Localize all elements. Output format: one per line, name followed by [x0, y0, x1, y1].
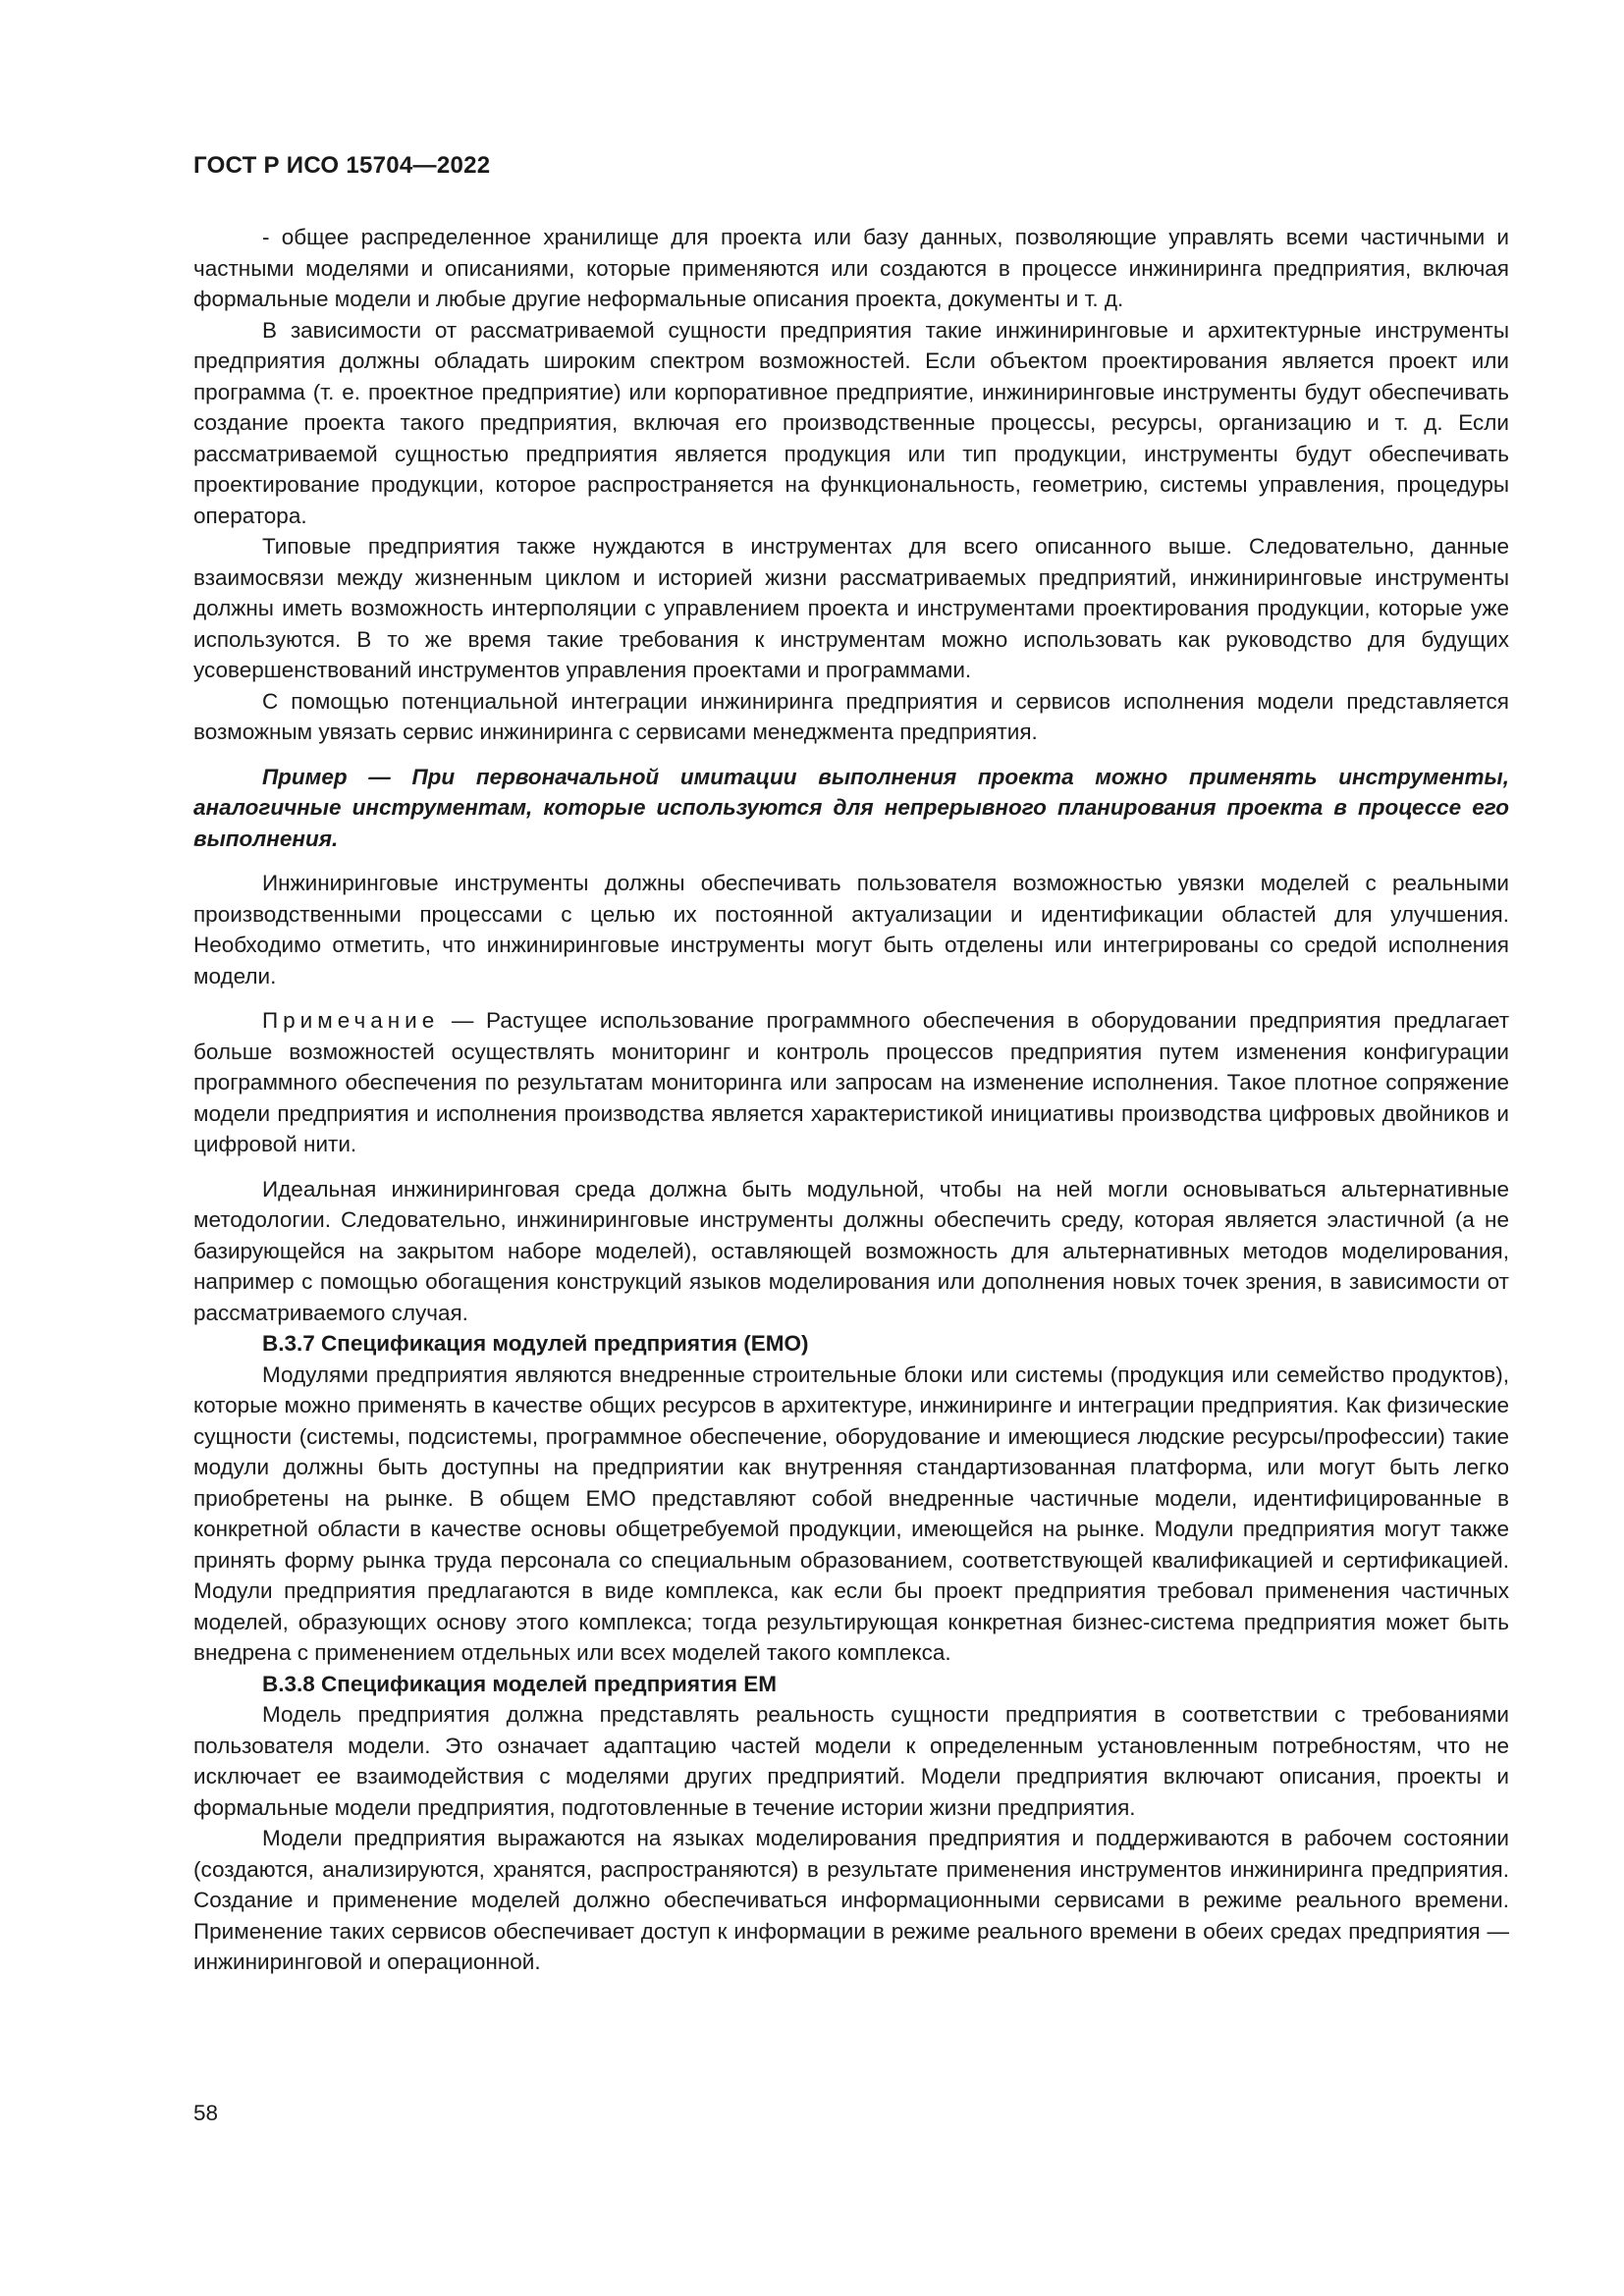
note-paragraph — [193, 1005, 1509, 1160]
note-label: Примечание — [262, 1008, 440, 1033]
example-paragraph: Пример — При первоначальной имитации выполнения проекта можно применять инструменты, аналогичные инструментам, которые используются для непрерывного планирования проекта в процессе его выполнения. — [193, 764, 1509, 851]
paragraph-typical-enterprises: Типовые предприятия также нуждаются в инструментах для всего описанного выше. Следовательно, данные взаимосвязи между жизненным циклом и историей жизни рассматриваемых предприятий, инжиниринговые инструменты должны иметь возможность интерполяции с управлением проекта и инструментами проектирования продукции, которые уже используются. В то же время такие требования к инструментам можно использовать как руководство для будущих усовершенствований инструментов управления проектами и программами. — [193, 534, 1509, 682]
paragraph-enterprise-modules: Модулями предприятия являются внедренные строительные блоки или системы (продукция или семейство продуктов), которые можно применять в качестве общих ресурсов в архитектуре, инжиниринге и интеграции предприятия. Как физические сущности (системы, подсистемы, программное обеспечение, оборудование и имеющиеся людские ресурсы/профессии) такие модули должны быть доступны на предприятии как внутренняя стандартизованная платформа, или могут быть легко приобретены на рынке. В общем ЕМО представляют собой внедренные частичные модели, идентифицированные в конкретной области в качестве основы общетребуемой продукции, имеющейся на рынке. Модули предприятия могут также принять форму рынка труда персонала со специальным образованием, соответствующей квалификацией и сертификацией. Модули предприятия предлагаются в виде комплекса, как если бы проект предприятия требовал применения частичных моделей, образующих основу этого комплекса; тогда результирующая конкретная бизнес-система предприятия может быть внедрена с применением отдельных или всех моделей такого комплекса. — [193, 1362, 1509, 1665]
paragraph-integration: С помощью потенциальной интеграции инжиниринга предприятия и сервисов исполнения модели представляется возможным увязать сервис инжиниринга с сервисами менеджмента предприятия. — [193, 688, 1509, 744]
section-heading-b38: В.3.8 Спецификация моделей предприятия ЕМ — [262, 1671, 777, 1696]
page-number: 58 — [193, 2101, 219, 2125]
paragraph-storage: - общее распределенное хранилище для проекта или базу данных, позволяющие управлять всеми частичными и частными моделями и описаниями, которые применяются или создаются в процессе инжиниринга предприятия, включая формальные модели и любые другие неформальные описания проекта, документы и т. д. — [193, 225, 1509, 311]
page-header: ГОСТ Р ИСО 15704—2022 — [193, 152, 491, 179]
paragraph-engineering-tools: Инжиниринговые инструменты должны обеспечивать пользователя возможностью увязки моделей с реальными производственными процессами с целью их постоянной актуализации и идентификации областей для улучшения. Необходимо отметить, что инжиниринговые инструменты могут быть отделены или интегрированы со средой исполнения модели. — [193, 871, 1509, 988]
note-text: — Растущее использование программного обеспечения в оборудовании предприятия предлагает больше возможностей осуществлять мониторинг и контроль процессов предприятия путем изменения конфигурации программного обеспечения по результатам мониторинга или запросам на изменение исполнения. Такое плотное сопряжение модели предприятия и исполнения производства является характеристикой инициативы производства цифровых двойников и цифровой нити. — [193, 1008, 1509, 1156]
section-heading-b37: В.3.7 Спецификация модулей предприятия (ЕМО) — [262, 1331, 809, 1356]
paragraph-enterprise-model: Модель предприятия должна представлять реальность сущности предприятия в соответствии с требованиями пользователя модели. Это означает адаптацию частей модели к определенным установленным потребностям, что не исключает ее взаимодействия с моделями других предприятий. Модели предприятия включают описания, проекты и формальные модели предприятия, подготовленные в течение истории жизни предприятия. — [193, 1702, 1509, 1820]
paragraph-modeling-languages: Модели предприятия выражаются на языках моделирования предприятия и поддерживаются в рабочем состоянии (создаются, анализируются, хранятся, распространяются) в результате применения инструментов инжиниринга предприятия. Создание и применение моделей должно обеспечиваться информационными сервисами в режиме реального времени. Применение таких сервисов обеспечивает доступ к информации в режиме реального времени в обеих средах предприятия — инжиниринговой и операционной. — [193, 1826, 1509, 1974]
paragraph-tools-capabilities: В зависимости от рассматриваемой сущности предприятия такие инжиниринговые и архитектурные инструменты предприятия должны обладать широким спектром возможностей. Если объектом проектирования является проект или программа (т. е. проектное предприятие) или корпоративное предприятие, инжиниринговые инструменты будут обеспечивать создание проекта такого предприятия, включая его производственные процессы, ресурсы, организацию и т. д. Если рассматриваемой сущностью предприятия является продукция или тип продукции, инструменты будут обеспечивать проектирование продукции, которое распространяется на функциональность, геометрию, системы управления, процедуры оператора. — [193, 317, 1509, 528]
paragraph-ideal-environment: Идеальная инжиниринговая среда должна быть модульной, чтобы на ней могли основываться альтернативные методологии. Следовательно, инжиниринговые инструменты должны обеспечить среду, которая является эластичной (а не базирующейся на закрытом наборе моделей), оставляющей возможность для альтернативных методов моделирования, например с помощью обогащения конструкций языков моделирования или дополнения новых точек зрения, в зависимости от рассматриваемого случая. — [193, 1176, 1509, 1325]
page-content — [193, 222, 1509, 1978]
